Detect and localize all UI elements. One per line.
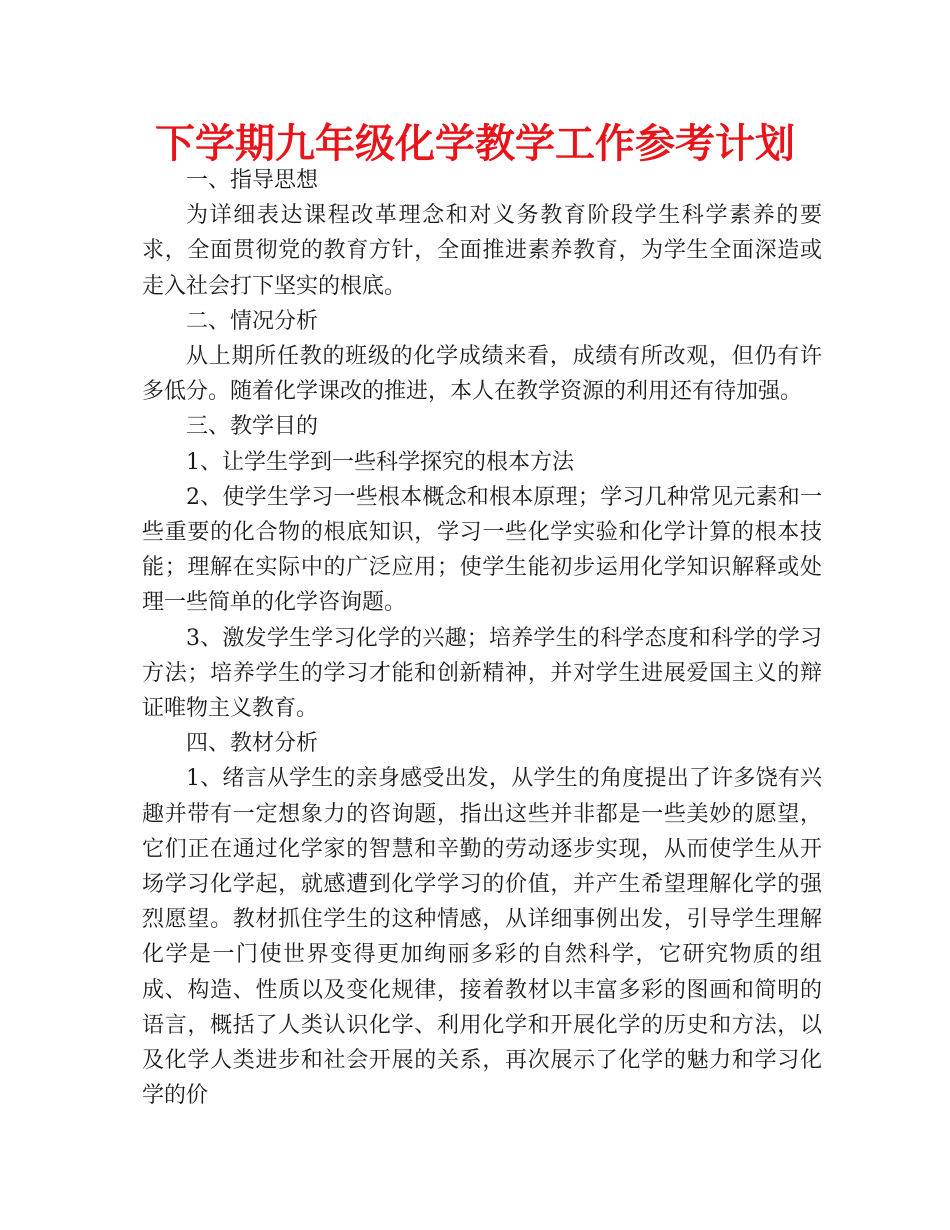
paragraph-textbook-1: 1、绪言从学生的亲身感受出发，从学生的角度提出了许多饶有兴趣并带有一定想象力的咨询题，指出这些并非都是一些美妙的愿望，它们正在通过化学家的智慧和辛勤的劳动逐步实现，从而使学生从开场学习化学起，就感遭到化学学习的价值，并产生希望理解化学的强烈愿望。教材抓住学生的这种情感，从详细事例出发，引导学生理解化学是一门使世界变得更加绚丽多彩的自然科学，它研究物质的组成、构造、性质以及变化规律，接着教材以丰富多彩的图画和简明的语言，概括了人类认识化学、利用化学和开展化学的历史和方法，以及化学人类进步和社会开展的关系，再次展示了化学的魅力和学习化学的价 <box>142 766 822 1109</box>
paragraph-situation-analysis: 从上期所任教的班级的化学成绩来看，成绩有所改观，但仍有许多低分。随着化学课改的推进，本人在教学资源的利用还有待加强。 <box>142 344 822 405</box>
heading-guiding-ideology: 一、指导思想 <box>186 168 319 193</box>
heading-textbook-analysis: 四、教材分析 <box>186 731 319 757</box>
heading-situation-analysis: 二、情况分析 <box>186 308 319 334</box>
paragraph-goal-3: 3、激发学生学习化学的兴趣；培养学生的科学态度和科学的学习方法；培养学生的学习才能和创新精神，并对学生进展爱国主义的辩证唯物主义教育。 <box>142 625 822 722</box>
paragraph-goal-2: 2、使学生学习一些根本概念和根本原理；学习几种常见元素和一些重要的化合物的根底知识，学习一些化学实验和化学计算的根本技能；理解在实际中的广泛应用；使学生能初步运用化学知识解释或处理一些简单的化学咨询题。 <box>142 484 822 616</box>
paragraph-guiding-ideology: 为详细表达课程改革理念和对义务教育阶段学生科学素养的要求，全面贯彻党的教育方针，全面推进素养教育，为学生全面深造或走入社会打下坚实的根底。 <box>142 203 822 299</box>
document-body <box>142 163 822 1113</box>
paragraph-goal-1: 1、让学生学到一些科学探究的根本方法 <box>186 449 574 475</box>
document-title: 下学期九年级化学教学工作参考计划 <box>155 121 795 167</box>
heading-teaching-goals: 三、教学目的 <box>186 414 319 440</box>
